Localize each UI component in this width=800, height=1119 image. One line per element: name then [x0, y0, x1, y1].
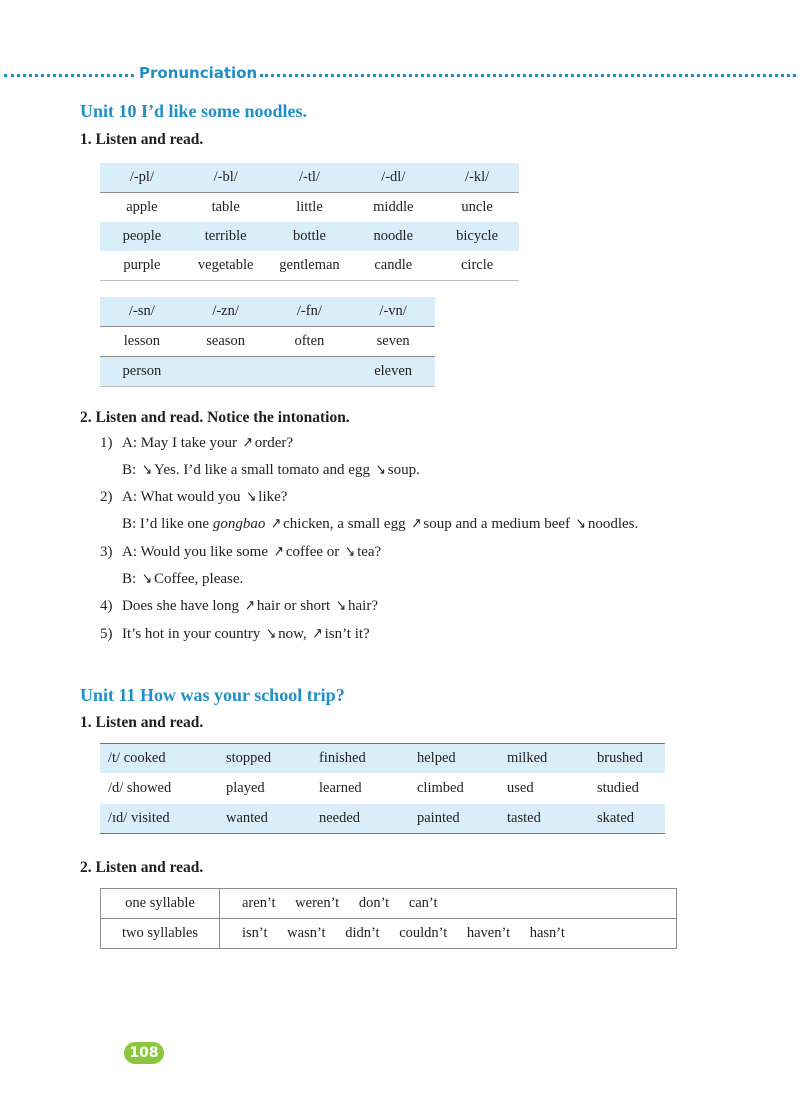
- line-text: noodles.: [587, 516, 639, 532]
- unit10-table2: [100, 297, 435, 387]
- table-cell: middle: [373, 199, 414, 215]
- rising-arrow-icon: ↗: [271, 514, 282, 532]
- table-cell: /-kl/: [435, 163, 519, 193]
- table-cell: often: [268, 327, 352, 357]
- word: isn’t: [242, 925, 268, 941]
- table-row: [100, 804, 665, 834]
- sentence-line-4: [100, 598, 378, 615]
- table-cell: studied: [589, 774, 665, 804]
- table-cell: learned: [311, 774, 409, 804]
- line-text: A: Would you like some: [122, 544, 269, 560]
- item-number: 3): [100, 544, 113, 560]
- table-cell: /t/ cooked: [100, 744, 218, 774]
- table-cell: terrible: [184, 222, 268, 251]
- table-row: [100, 327, 435, 357]
- table-cell: bottle: [268, 222, 352, 251]
- line-text: soup.: [387, 462, 420, 478]
- falling-arrow-icon: ↘: [575, 514, 586, 532]
- line-text: B: I’d like one: [122, 516, 210, 532]
- table-cell: brushed: [589, 744, 665, 774]
- line-text: It’s hot in your country: [122, 626, 261, 642]
- word: haven’t: [466, 925, 511, 941]
- falling-arrow-icon: ↘: [266, 624, 277, 642]
- rising-arrow-icon: ↗: [273, 542, 284, 560]
- table-cell: noodle: [351, 222, 435, 251]
- table-cell: /-pl/: [100, 163, 184, 193]
- dialogue-line-3b: [122, 571, 243, 588]
- table-cell: table: [211, 199, 240, 215]
- word: weren’t: [295, 895, 340, 911]
- line-text: A: What would you: [122, 489, 241, 505]
- table-cell: /-bl/: [184, 163, 268, 193]
- table-cell: gentleman: [279, 257, 340, 273]
- unit11-table1: [100, 743, 665, 834]
- page-number-badge: 108: [124, 1042, 164, 1064]
- line-text: Coffee, please.: [154, 571, 244, 587]
- table-row: [101, 889, 677, 919]
- table-cell: helped: [409, 744, 499, 774]
- unit10-title: Unit 10 I’d like some noodles.: [80, 101, 308, 121]
- dialogue-line-2b: [122, 516, 638, 533]
- table-cell: [268, 357, 352, 387]
- table-row: [100, 193, 519, 223]
- line-text: Does she have long: [122, 598, 240, 614]
- sentence-line-5: [100, 626, 370, 643]
- line-text: order?: [254, 435, 294, 451]
- item-number: 5): [100, 626, 113, 642]
- table-cell: climbed: [409, 774, 499, 804]
- word-cell: [220, 919, 677, 949]
- unit10-ex1-title: 1. Listen and read.: [80, 131, 204, 148]
- table-cell: vegetable: [197, 257, 254, 273]
- section-title: Pronunciation: [139, 64, 258, 82]
- dialogue-line-1a: [100, 435, 293, 452]
- table-cell: circle: [460, 257, 494, 273]
- line-text: tea?: [357, 544, 382, 560]
- table-cell: candle: [374, 257, 413, 273]
- table-cell: finished: [311, 744, 409, 774]
- word: aren’t: [242, 895, 276, 911]
- table-header-row: [100, 297, 435, 327]
- table-header-row: [100, 163, 519, 193]
- rising-arrow-icon: ↗: [411, 514, 422, 532]
- table-cell: used: [499, 774, 589, 804]
- table-row: [100, 357, 435, 387]
- table-cell: /d/ showed: [100, 774, 218, 804]
- table-cell: people: [100, 222, 184, 251]
- table-cell: /-vn/: [351, 297, 435, 327]
- falling-arrow-icon: ↘: [335, 596, 347, 614]
- line-text: soup and a medium beef: [423, 516, 571, 532]
- word: didn’t: [345, 925, 380, 941]
- rising-arrow-icon: ↗: [244, 596, 255, 614]
- falling-arrow-icon: ↘: [375, 460, 386, 478]
- item-number: 1): [100, 435, 113, 451]
- line-text: A: May I take your: [122, 435, 237, 451]
- table-cell: uncle: [461, 199, 493, 215]
- rising-arrow-icon: ↗: [242, 433, 253, 451]
- dialogue-line-2a: [100, 489, 287, 506]
- table-cell: painted: [409, 804, 499, 834]
- table-row: [100, 774, 665, 804]
- table-row: [100, 744, 665, 774]
- unit10-ex2-title: 2. Listen and read. Notice the intonation.: [80, 409, 350, 426]
- table-cell: seven: [351, 327, 435, 357]
- table-cell: purple: [123, 257, 161, 273]
- dotted-rule-left: [4, 74, 134, 77]
- unit11-ex1-title: 1. Listen and read.: [80, 714, 204, 731]
- table-cell: tasted: [499, 804, 589, 834]
- line-text: Yes. I’d like a small tomato and egg: [154, 462, 370, 478]
- line-text: chicken, a small egg: [283, 516, 406, 532]
- word: can’t: [408, 895, 438, 911]
- table-cell: /-zn/: [184, 297, 268, 327]
- syllable-table: [100, 888, 677, 949]
- item-number: 2): [100, 489, 113, 505]
- table-cell: /ɪd/ visited: [100, 804, 218, 834]
- table-cell: [184, 357, 268, 387]
- line-text: hair or short: [256, 598, 331, 614]
- table-row: [100, 251, 519, 281]
- table-cell: little: [296, 199, 323, 215]
- item-number: 4): [100, 598, 113, 614]
- rising-arrow-icon: ↗: [312, 624, 323, 642]
- line-text: like?: [258, 489, 288, 505]
- dialogue-line-1b: [122, 462, 420, 479]
- unit11-title: Unit 11 How was your school trip?: [80, 685, 345, 705]
- table-cell: played: [218, 774, 311, 804]
- table-cell: milked: [499, 744, 589, 774]
- table-cell: skated: [589, 804, 665, 834]
- word: don’t: [358, 895, 390, 911]
- table-row: [100, 222, 519, 251]
- word-cell: [220, 889, 677, 919]
- table-cell: eleven: [351, 357, 435, 387]
- word: hasn’t: [529, 925, 565, 941]
- table-cell: wanted: [218, 804, 311, 834]
- line-text: B:: [122, 462, 137, 478]
- line-text: isn’t it?: [324, 626, 370, 642]
- line-text: B:: [122, 571, 137, 587]
- table-cell: apple: [126, 199, 158, 215]
- unit10-table1: [100, 163, 519, 281]
- falling-arrow-icon: ↘: [246, 487, 257, 505]
- word: wasn’t: [287, 925, 326, 941]
- line-text: coffee or: [285, 544, 340, 560]
- table-cell: /-tl/: [268, 163, 352, 193]
- italic-word: gongbao: [212, 516, 266, 532]
- row-label: one syllable: [101, 889, 220, 919]
- dotted-rule-right: [260, 74, 796, 77]
- line-text: hair?: [348, 598, 378, 614]
- table-cell: needed: [311, 804, 409, 834]
- section-header: [0, 63, 800, 87]
- table-cell: lesson: [100, 327, 184, 357]
- line-text: now,: [278, 626, 307, 642]
- table-row: [101, 919, 677, 949]
- table-cell: person: [100, 357, 184, 387]
- table-cell: /-sn/: [100, 297, 184, 327]
- table-cell: bicycle: [435, 222, 519, 251]
- table-cell: /-fn/: [268, 297, 352, 327]
- dialogue-line-3a: [100, 544, 381, 561]
- word: couldn’t: [399, 925, 448, 941]
- falling-arrow-icon: ↘: [345, 542, 356, 560]
- table-cell: stopped: [218, 744, 311, 774]
- table-cell: /-dl/: [351, 163, 435, 193]
- row-label: two syllables: [101, 919, 220, 949]
- falling-arrow-icon: ↘: [141, 569, 152, 587]
- unit11-ex2-title: 2. Listen and read.: [80, 859, 204, 876]
- table-cell: season: [184, 327, 268, 357]
- falling-arrow-icon: ↘: [141, 460, 152, 478]
